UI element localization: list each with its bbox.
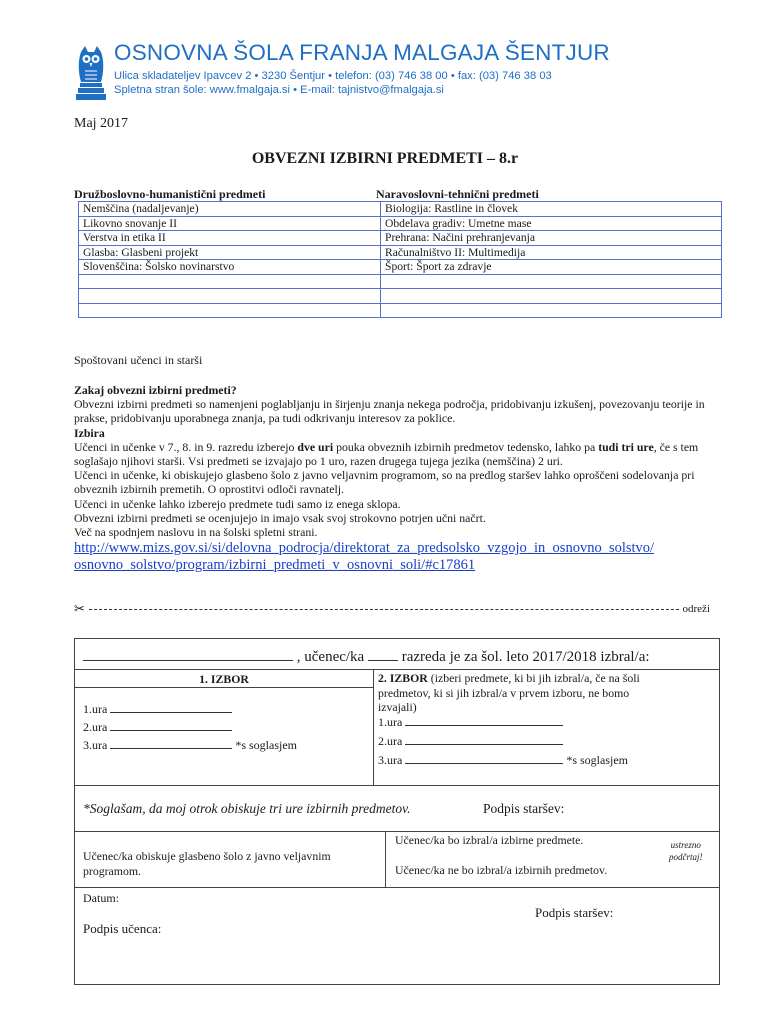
link-line-2: osnovno_solstvo/program/izbirni_predmeti_v_osnovni_soli/#c17861 (74, 557, 476, 574)
choice-heading: Izbira (74, 425, 105, 440)
subject-cell: Računalništvo II: Multimedija (381, 245, 722, 260)
subject-cell: Nemščina (nadaljevanje) (79, 202, 381, 217)
subject-cell: Slovenščina: Šolsko novinarstvo (79, 260, 381, 275)
hour-2-field[interactable] (110, 730, 232, 731)
grade-field[interactable] (368, 660, 398, 661)
first-choice-hour-2 (83, 720, 232, 735)
hour-label: 2.ura (378, 734, 403, 748)
body-text (74, 383, 710, 574)
table-row (79, 216, 722, 231)
divider (75, 887, 719, 888)
hour-label: 1.ura (378, 715, 403, 729)
second-choice-desc: izvajali) (378, 700, 417, 714)
consent-mark: *s soglasjem (235, 738, 297, 752)
second-choice-header (378, 671, 640, 715)
divider (75, 687, 373, 688)
text-run-bold: dve uri (297, 439, 334, 454)
school-contact: Spletna stran šole: www.fmalgaja.si • E-mail: tajnistvo@fmalgaja.si (114, 84, 444, 96)
second-choice-desc: predmetov, ki si jih izbral/a v prvem izboru, ne bomo (378, 685, 630, 700)
cut-line (74, 601, 710, 617)
dashed-divider (89, 609, 679, 610)
subject-cell: Biologija: Rastline in človek (381, 202, 722, 217)
will-not-choose-option[interactable]: Učenec/ka ne bo izbral/a izbirnih predmetov. (395, 863, 608, 877)
date-label: Datum: (83, 891, 119, 905)
subjects-table (78, 201, 722, 318)
school-address: Ulica skladateljev Ipavcev 2 • 3230 Šentjur • telefon: (03) 746 38 00 • fax: (03) 746 38 03 (114, 70, 552, 82)
subject-cell (79, 289, 381, 304)
cut-label: odreži (682, 603, 710, 615)
consent-mark: *s soglasjem (566, 753, 628, 767)
same-group-paragraph: Učenci in učenke lahko izberejo predmete tudi samo iz enega sklopa. (74, 496, 401, 511)
divider (75, 669, 719, 670)
music-school-line: Učenec/ka obiskuje glasbeno šolo z javno veljavnim (83, 849, 331, 863)
selection-form (74, 638, 720, 985)
document-title: OBVEZNI IZBIRNI PREDMETI – 8.r (251, 150, 519, 167)
subject-cell: Obdelava gradiv: Umetne mase (381, 216, 722, 231)
choice-paragraph (74, 440, 710, 468)
second-hour-2-field[interactable] (405, 744, 563, 745)
table-row (79, 245, 722, 260)
hour-3-field[interactable] (110, 748, 232, 749)
music-school-paragraph: Učenci in učenke, ki obiskujejo glasbeno šolo z javno veljavnim programom, so na predlog staršev lahko oproščeni sodelovanja pri obveznih izbirnih premetih. O oprostitvi odloči ravnatelj. (74, 468, 695, 497)
table-row (79, 202, 722, 217)
divider (385, 831, 386, 887)
first-choice-hour-1 (83, 702, 232, 717)
hour-1-field[interactable] (110, 712, 232, 713)
divider (75, 831, 719, 832)
parent-signature-label: Podpis staršev: (483, 801, 565, 816)
will-choose-option[interactable]: Učenec/ka bo izbral/a izbirne predmete. (395, 833, 584, 847)
more-info-paragraph: Več na spodnjem naslovu in na šolski spletni strani. (74, 525, 318, 540)
subject-cell (381, 289, 722, 304)
subject-cell (381, 303, 722, 318)
first-choice-hour-3 (83, 738, 297, 753)
why-heading: Zakaj obvezni izbirni predmeti? (74, 383, 237, 397)
table-row (79, 260, 722, 275)
consent-text: *Soglašam, da moj otrok obiskuje tri ure izbirnih predmetov. (83, 801, 411, 816)
underline-note (669, 839, 703, 863)
second-choice-hour-1 (378, 715, 563, 730)
subject-cell: Prehrana: Načini prehranjevanja (381, 231, 722, 246)
subject-cell: Glasba: Glasbeni projekt (79, 245, 381, 260)
hour-label: 3.ura (378, 753, 403, 767)
music-school-line: programom. (83, 863, 141, 878)
divider (373, 669, 374, 785)
student-name-field[interactable] (83, 660, 293, 661)
link-line-1: http://www.mizs.gov.si/si/delovna_podrocja/direktorat_za_predsolsko_vzgojo_in_osnovno_solstvo/ (74, 540, 655, 557)
owl-on-books-icon (74, 44, 108, 102)
text-run: , če s tem soglašajo njihovi starši. Vsi predmeti se izvajajo po 1 uro, razen drugega tujega jezika (nemščina) 2 uri. (74, 439, 699, 469)
second-choice-hour-2 (378, 734, 563, 749)
second-choice-title: 2. IZBOR (378, 671, 428, 685)
school-header (74, 40, 714, 104)
student-info-line (83, 649, 650, 666)
hour-label: 2.ura (83, 720, 108, 734)
scissors-icon: ✂ (74, 601, 85, 616)
grading-paragraph: Obvezni izbirni predmeti se ocenjujejo in imajo vsak svoj strokovno potrjen učni načrt. (74, 510, 486, 525)
second-choice-hour-3 (378, 753, 628, 768)
student-signature-label: Podpis učenca: (83, 921, 162, 936)
first-choice-title: 1. IZBOR (199, 672, 249, 686)
subject-cell (79, 303, 381, 318)
second-hour-3-field[interactable] (405, 763, 563, 764)
student-label: , učenec/ka (296, 649, 365, 665)
document-date: Maj 2017 (74, 116, 129, 131)
subject-cell: Verstva in etika II (79, 231, 381, 246)
divider (75, 785, 719, 786)
table-row (79, 303, 722, 318)
humanities-header: Družboslovno-humanistični predmeti (74, 187, 266, 201)
text-run: pouka obveznih izbirnih predmetov tedensko, lahko pa (333, 439, 599, 454)
second-choice-desc: (izberi predmete, ki bi jih izbral/a, če na šoli (430, 671, 640, 685)
table-row (79, 231, 722, 246)
school-name: OSNOVNA ŠOLA FRANJA MALGAJA ŠENTJUR (114, 40, 610, 65)
table-row (79, 289, 722, 304)
hour-label: 3.ura (83, 738, 108, 752)
ministry-link[interactable] (74, 540, 710, 574)
grade-label: razreda je za šol. leto 2017/2018 izbral/a: (401, 649, 650, 665)
note-line: podčrtaj! (669, 852, 703, 862)
text-run: Učenci in učenke v 7., 8. in 9. razredu izberejo (74, 439, 298, 454)
greeting: Spoštovani učenci in starši (74, 353, 203, 367)
music-school-note (83, 849, 331, 878)
subject-cell: Šport: Šport za zdravje (381, 260, 722, 275)
subject-cell (79, 274, 381, 289)
text-run-bold: tudi tri ure (598, 439, 654, 454)
table-row (79, 274, 722, 289)
why-paragraph: Obvezni izbirni predmeti so namenjeni poglabljanju in širjenju znanja nekega področja, pridobivanju izkušenj, povezovanju teorije in prakse, pridobivanju uporabnega znanja, pa tudi odkrivanju interesov za poklice. (74, 397, 705, 426)
note-line: ustrezno (670, 840, 701, 850)
science-header: Naravoslovni-tehnični predmeti (376, 187, 539, 201)
second-hour-1-field[interactable] (405, 725, 563, 726)
subject-cell (381, 274, 722, 289)
subject-cell: Likovno snovanje II (79, 216, 381, 231)
parent-signature-label-2: Podpis staršev: (535, 905, 614, 920)
hour-label: 1.ura (83, 702, 108, 716)
